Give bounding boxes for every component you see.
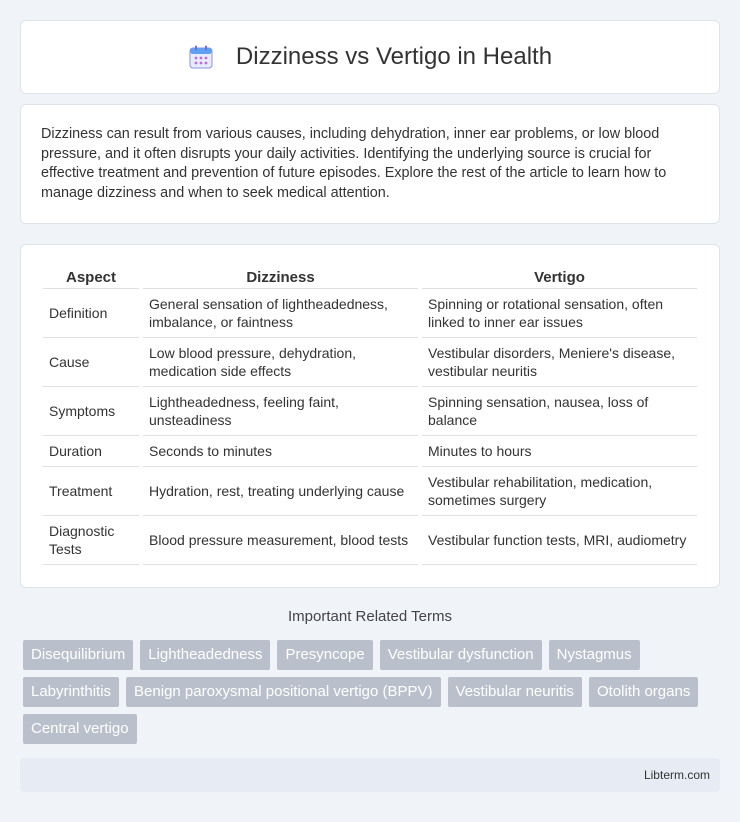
intro-card (20, 104, 720, 224)
footer (20, 758, 720, 792)
related-terms-list (23, 640, 713, 744)
table-row (43, 467, 697, 516)
related-term-tag[interactable]: Benign paroxysmal positional vertigo (BPPV) (126, 677, 440, 707)
footer-site-link[interactable]: Libterm.com (643, 768, 710, 782)
column-header-dizziness: Dizziness (143, 265, 418, 289)
table-cell: Lightheadedness, feeling faint, unsteadiness (143, 387, 418, 436)
related-term-tag[interactable]: Labyrinthitis (23, 677, 119, 707)
column-header-aspect: Aspect (43, 265, 139, 289)
table-cell: Blood pressure measurement, blood tests (143, 516, 418, 565)
related-terms-title: Important Related Terms (288, 608, 452, 625)
table-row (43, 289, 697, 338)
table-cell: Duration (43, 436, 139, 467)
related-term-tag[interactable]: Nystagmus (549, 640, 640, 670)
table-cell: Diagnostic Tests (43, 516, 139, 565)
table-cell: Hydration, rest, treating underlying cause (143, 467, 418, 516)
comparison-table (39, 265, 701, 565)
page-title: Dizziness vs Vertigo in Health (235, 43, 553, 70)
related-term-tag[interactable]: Lightheadedness (140, 640, 270, 670)
header-card (20, 20, 720, 94)
table-cell: Treatment (43, 467, 139, 516)
table-cell: Definition (43, 289, 139, 338)
related-term-tag[interactable]: Presyncope (277, 640, 372, 670)
table-cell: Minutes to hours (422, 436, 697, 467)
table-row (43, 338, 697, 387)
table-row (43, 436, 697, 467)
related-term-tag[interactable]: Vestibular neuritis (448, 677, 582, 707)
table-row (43, 516, 697, 565)
table-cell: Seconds to minutes (143, 436, 418, 467)
table-cell: Vestibular disorders, Meniere's disease, vestibular neuritis (422, 338, 697, 387)
table-cell: Cause (43, 338, 139, 387)
table-cell: Low blood pressure, dehydration, medication side effects (143, 338, 418, 387)
table-row (43, 387, 697, 436)
related-term-tag[interactable]: Otolith organs (589, 677, 698, 707)
column-header-vertigo: Vertigo (422, 265, 697, 289)
related-term-tag[interactable]: Disequilibrium (23, 640, 133, 670)
table-cell: General sensation of lightheadedness, imbalance, or faintness (143, 289, 418, 338)
intro-text: Dizziness can result from various causes, including dehydration, inner ear problems, or low blood pressure, and it often disrupts your daily activities. Identifying the underlying source is crucial for effective treatment and prevention of future episodes. Explore the rest of the article to learn how to manage dizziness and when to seek medical attention. (41, 126, 667, 201)
related-term-tag[interactable]: Vestibular dysfunction (380, 640, 542, 670)
table-cell: Vestibular rehabilitation, medication, sometimes surgery (422, 467, 697, 516)
table-cell: Symptoms (43, 387, 139, 436)
table-cell: Spinning sensation, nausea, loss of balance (422, 387, 697, 436)
comparison-card (20, 244, 720, 588)
table-header-row (43, 265, 697, 289)
table-cell: Vestibular function tests, MRI, audiometry (422, 516, 697, 565)
calendar-icon (188, 44, 214, 70)
table-cell: Spinning or rotational sensation, often linked to inner ear issues (422, 289, 697, 338)
related-term-tag[interactable]: Central vertigo (23, 714, 137, 744)
